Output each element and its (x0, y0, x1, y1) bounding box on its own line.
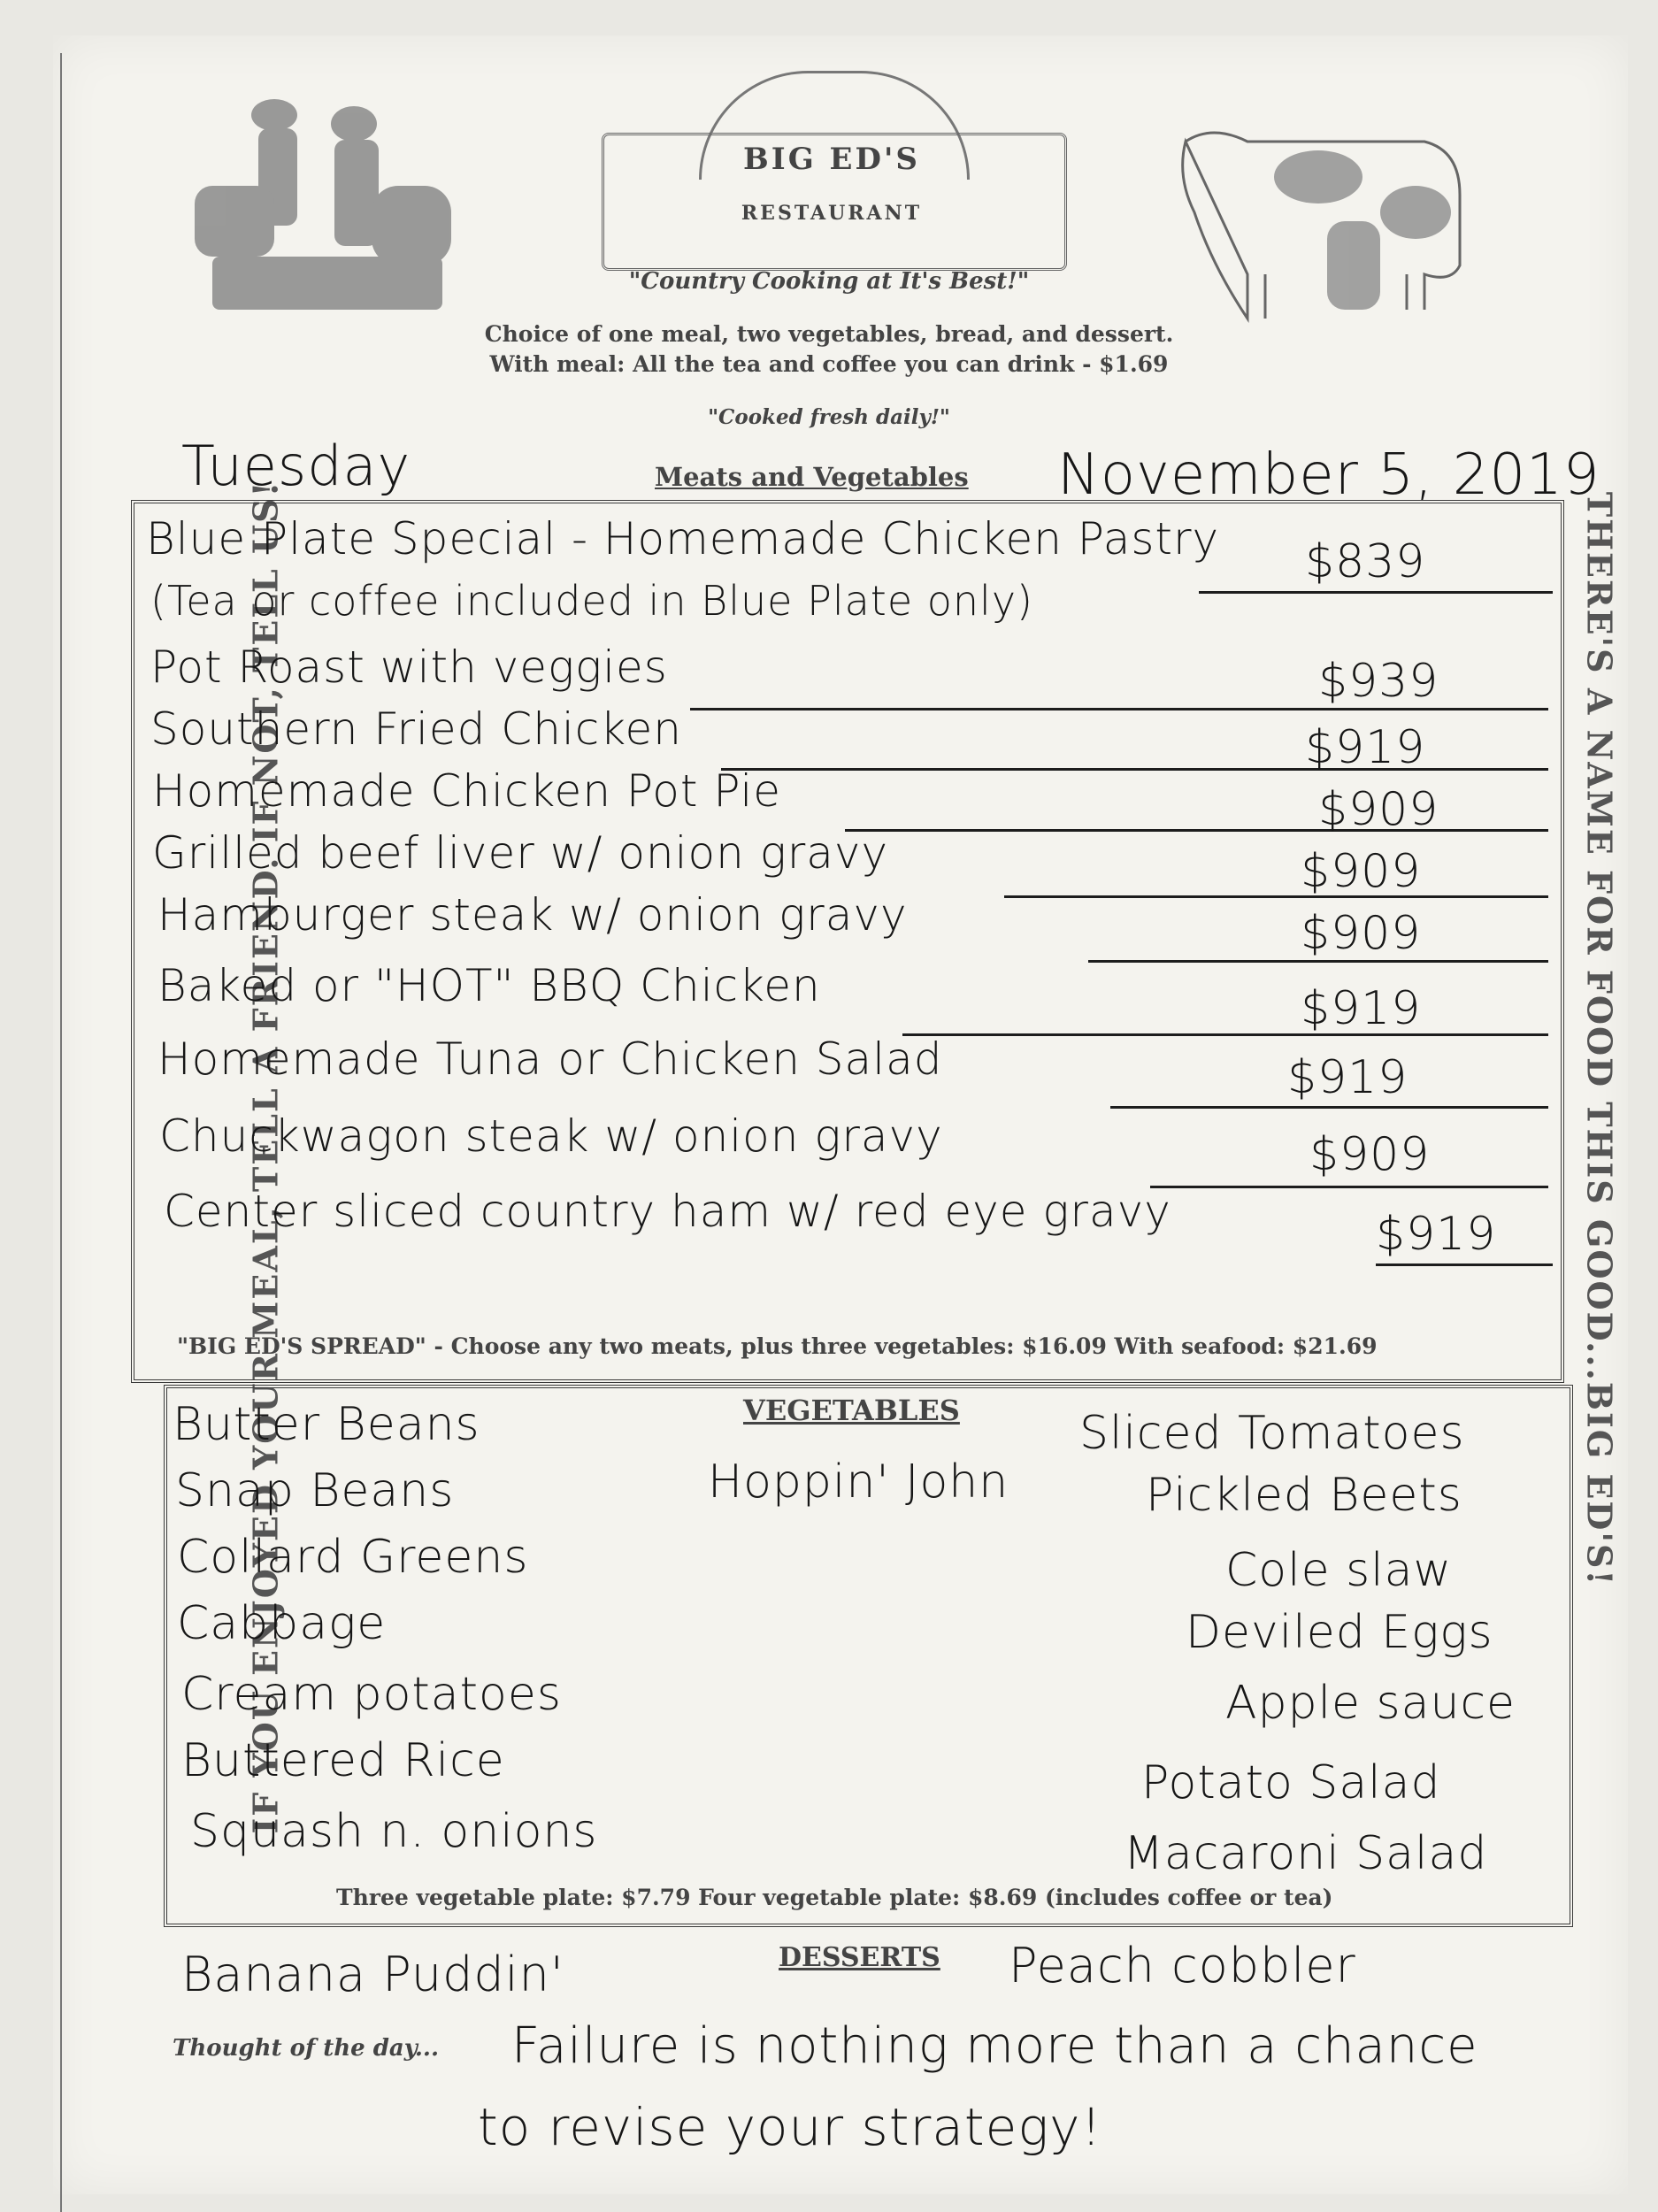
menu-item-price: $919 (1301, 982, 1422, 1035)
day-label: Tuesday (181, 434, 411, 498)
plates-line: Three vegetable plate: $7.79 Four vegetable plate: $8.69 (includes coffee or tea) (336, 1885, 1333, 1910)
menu-item-name: Homemade Tuna or Chicken Salad (157, 1033, 943, 1085)
drink-line: With meal: All the tea and coffee you can drink - $1.69 (489, 351, 1169, 377)
vegetable-item: Macaroni Salad (1124, 1827, 1488, 1880)
menu-item-price: $919 (1376, 1208, 1497, 1261)
vegetable-item: Potato Salad (1141, 1756, 1441, 1809)
menu-item-name: Pot Roast with veggies (150, 641, 668, 693)
cow-illustration (1159, 106, 1495, 336)
leader-line (1088, 960, 1548, 963)
thought-text-line2: to revise your strategy! (478, 2097, 1102, 2157)
leader-line (690, 708, 1548, 710)
dessert-item: Peach cobbler (1009, 1938, 1356, 1993)
vegetables-title: VEGETABLES (743, 1394, 960, 1427)
menu-date: November 5, 2019 (1057, 442, 1600, 508)
vegetable-item: Pickled Beets (1146, 1469, 1462, 1522)
menu-item-price: $909 (1309, 1128, 1431, 1181)
vegetable-item: Squash n. onions (190, 1805, 598, 1858)
vegetable-item: Cole slaw (1225, 1544, 1453, 1597)
vegetable-item: Butter Beans (173, 1398, 480, 1451)
menu-item-name: Southern Fried Chicken (150, 703, 682, 755)
blue-plate-name: Blue Plate Special - Homemade Chicken Pastry (146, 513, 1220, 565)
menu-item-price: $939 (1318, 655, 1439, 708)
vegetable-item: Buttered Rice (181, 1734, 505, 1787)
vegetable-item: Sliced Tomatoes (1079, 1407, 1465, 1460)
vegetable-item: Collard Greens (177, 1531, 529, 1584)
leader-line (1004, 895, 1548, 898)
leader-line (1110, 1106, 1548, 1109)
restaurant-word: RESTAURANT (741, 202, 923, 225)
menu-item-name: Baked or "HOT" BBQ Chicken (157, 960, 821, 1011)
vegetable-item: Snap Beans (175, 1464, 455, 1517)
menu-item-name: Center sliced country ham w/ red eye gravy (164, 1186, 1171, 1237)
choice-line: Choice of one meal, two vegetables, bread, and dessert. (484, 321, 1174, 347)
section-title: Meats and Vegetables (655, 462, 969, 492)
menu-item-price: $919 (1287, 1051, 1409, 1104)
menu-item-name: Grilled beef liver w/ onion gravy (152, 827, 889, 879)
dessert-item: Banana Puddin' (181, 1947, 564, 2002)
menu-item-price: $909 (1301, 907, 1422, 960)
vegetable-item: Cream potatoes (181, 1668, 562, 1721)
blue-plate-price: $839 (1305, 535, 1426, 588)
vegetable-item: Deviled Eggs (1186, 1606, 1493, 1659)
tagline: "Country Cooking at It's Best!" (628, 268, 1030, 295)
leader-line (1150, 1186, 1548, 1188)
vegetable-item: Hoppin' John (708, 1455, 1009, 1509)
leader-line (1376, 1263, 1553, 1266)
thought-label: Thought of the day... (173, 2035, 440, 2062)
menu-item-name: Chuckwagon steak w/ onion gravy (159, 1110, 943, 1162)
desserts-title: DESSERTS (779, 1942, 940, 1973)
menu-item-name: Hamburger steak w/ onion gravy (157, 889, 908, 941)
leader-line (1199, 591, 1553, 594)
cooked-fresh: "Cooked fresh daily!" (708, 405, 950, 429)
menu-item-price: $909 (1301, 845, 1422, 898)
menu-item-price: $919 (1305, 721, 1426, 774)
vegetable-item: Apple sauce (1225, 1677, 1516, 1730)
farmers-illustration (177, 80, 478, 345)
blue-plate-note: (Tea or coffee included in Blue Plate only) (150, 577, 1033, 625)
menu-item-price: $909 (1318, 783, 1439, 836)
side-text-right: THERE'S A NAME FOR FOOD THIS GOOD...BIG ED'S! (1579, 491, 1620, 1587)
paper-edge-left (60, 53, 62, 2212)
restaurant-name: BIG ED'S (743, 142, 920, 177)
spread-line: "BIG ED'S SPREAD" - Choose any two meats, plus three vegetables: $16.09 With seafood: $21.69 (177, 1333, 1378, 1359)
vegetable-item: Cabbage (177, 1597, 387, 1650)
leader-line (902, 1033, 1548, 1036)
menu-item-name: Homemade Chicken Pot Pie (152, 765, 782, 817)
leader-line (845, 829, 1548, 832)
thought-text-line1: Failure is nothing more than a chance (511, 2017, 1478, 2075)
side-text-left: IF YOU ENJOYED YOUR MEAL, TELL A FRIEND. IF NOT, TELL US! (245, 480, 286, 1834)
